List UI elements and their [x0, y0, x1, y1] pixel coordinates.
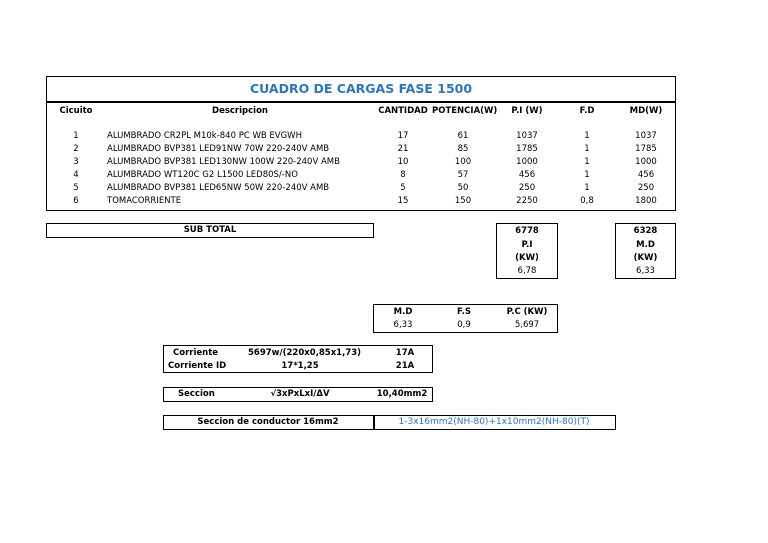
row-circuito: 6: [73, 196, 79, 206]
row-md: 1800: [635, 196, 657, 206]
row-fd: 1: [584, 170, 590, 180]
row-md: 456: [637, 170, 655, 180]
header-fd: F.D: [579, 106, 595, 116]
row-pi: 1000: [516, 157, 538, 167]
subtotal-md-unit: (KW): [633, 253, 658, 263]
calc-value-pc: 5,697: [514, 320, 540, 330]
row-potencia: 150: [454, 196, 472, 206]
row-descripcion: ALUMBRADO BVP381 LED91NW 70W 220-240V AMB: [107, 144, 330, 154]
row-fd: 1: [584, 157, 590, 167]
calc-header-pc: P.C (KW): [506, 307, 548, 317]
subtotal-pi-value: 6778: [515, 226, 539, 236]
row-cantidad: 8: [400, 170, 406, 180]
corriente-id-value: 21A: [395, 361, 415, 371]
header-pi: P.I (W): [511, 106, 543, 116]
row-pi: 1037: [516, 131, 538, 141]
subtotal-pi-label: P.I: [521, 240, 533, 250]
row-cantidad: 17: [397, 131, 409, 141]
row-pi: 2250: [516, 196, 538, 206]
subtotal-md-value: 6328: [633, 226, 658, 236]
section-formula: √3xPxLxI/ΔV: [270, 389, 330, 399]
header-descripcion: Descripcion: [212, 106, 268, 116]
header-circuito: Cicuito: [59, 106, 93, 116]
row-potencia: 100: [454, 157, 472, 167]
conductor-value: 1-3x16mm2(NH-80)+1x10mm2(NH-80)(T): [398, 417, 590, 427]
calc-value-fs: 0,9: [457, 320, 471, 330]
subtotal-pi-unit: (KW): [515, 253, 539, 263]
calc-value-md: 6,33: [393, 320, 413, 330]
corriente-label: Corriente: [173, 348, 219, 358]
row-pi: 250: [518, 183, 536, 193]
row-md: 1785: [635, 144, 657, 154]
header-potencia: POTENCIA(W): [432, 106, 498, 116]
corriente-id-label: Corriente ID: [168, 361, 227, 371]
row-fd: 0,8: [580, 196, 594, 206]
row-descripcion: ALUMBRADO WT120C G2 L1500 LED80S/-NO: [107, 170, 298, 180]
row-pi: 456: [518, 170, 536, 180]
section-value: 10,40mm2: [376, 389, 428, 399]
header-cantidad: CANTIDAD: [378, 106, 428, 116]
row-cantidad: 21: [397, 144, 409, 154]
row-descripcion: ALUMBRADO CR2PL M10k-840 PC WB EVGWH: [107, 131, 302, 141]
row-pi: 1785: [516, 144, 538, 154]
row-potencia: 50: [457, 183, 469, 193]
row-descripcion: ALUMBRADO BVP381 LED130NW 100W 220-240V AMB: [107, 157, 340, 167]
row-potencia: 61: [457, 131, 469, 141]
row-cantidad: 5: [400, 183, 406, 193]
row-md: 250: [637, 183, 655, 193]
conductor-label: Seccion de conductor 16mm2: [197, 417, 339, 427]
subtotal-md-kw: 6,33: [636, 266, 655, 276]
row-potencia: 85: [457, 144, 469, 154]
row-fd: 1: [584, 144, 590, 154]
row-cantidad: 15: [397, 196, 409, 206]
row-potencia: 57: [457, 170, 469, 180]
subtotal-md-label: M.D: [636, 240, 655, 250]
calc-header-md: M.D: [393, 307, 413, 317]
title-divider: [46, 101, 676, 103]
corriente-id-formula: 17*1,25: [281, 361, 319, 371]
corriente-formula: 5697w/(220x0,85x1,73): [248, 348, 362, 358]
row-circuito: 1: [73, 131, 79, 141]
header-md: MD(W): [629, 106, 663, 116]
row-descripcion: ALUMBRADO BVP381 LED65NW 50W 220-240V AMB: [107, 183, 330, 193]
section-label: Seccion: [178, 389, 215, 399]
row-circuito: 2: [73, 144, 79, 154]
row-circuito: 4: [73, 170, 79, 180]
page-title: CUADRO DE CARGAS FASE 1500: [249, 81, 473, 96]
row-descripcion: TOMACORRIENTE: [107, 196, 182, 206]
corriente-value: 17A: [395, 348, 415, 358]
row-md: 1037: [635, 131, 657, 141]
row-md: 1000: [635, 157, 657, 167]
subtotal-label: SUB TOTAL: [183, 225, 237, 235]
subtotal-pi-kw: 6,78: [517, 266, 537, 276]
row-cantidad: 10: [397, 157, 409, 167]
row-circuito: 3: [73, 157, 79, 167]
row-fd: 1: [584, 131, 590, 141]
calc-header-fs: F.S: [457, 307, 471, 317]
row-circuito: 5: [73, 183, 79, 193]
row-fd: 1: [584, 183, 590, 193]
